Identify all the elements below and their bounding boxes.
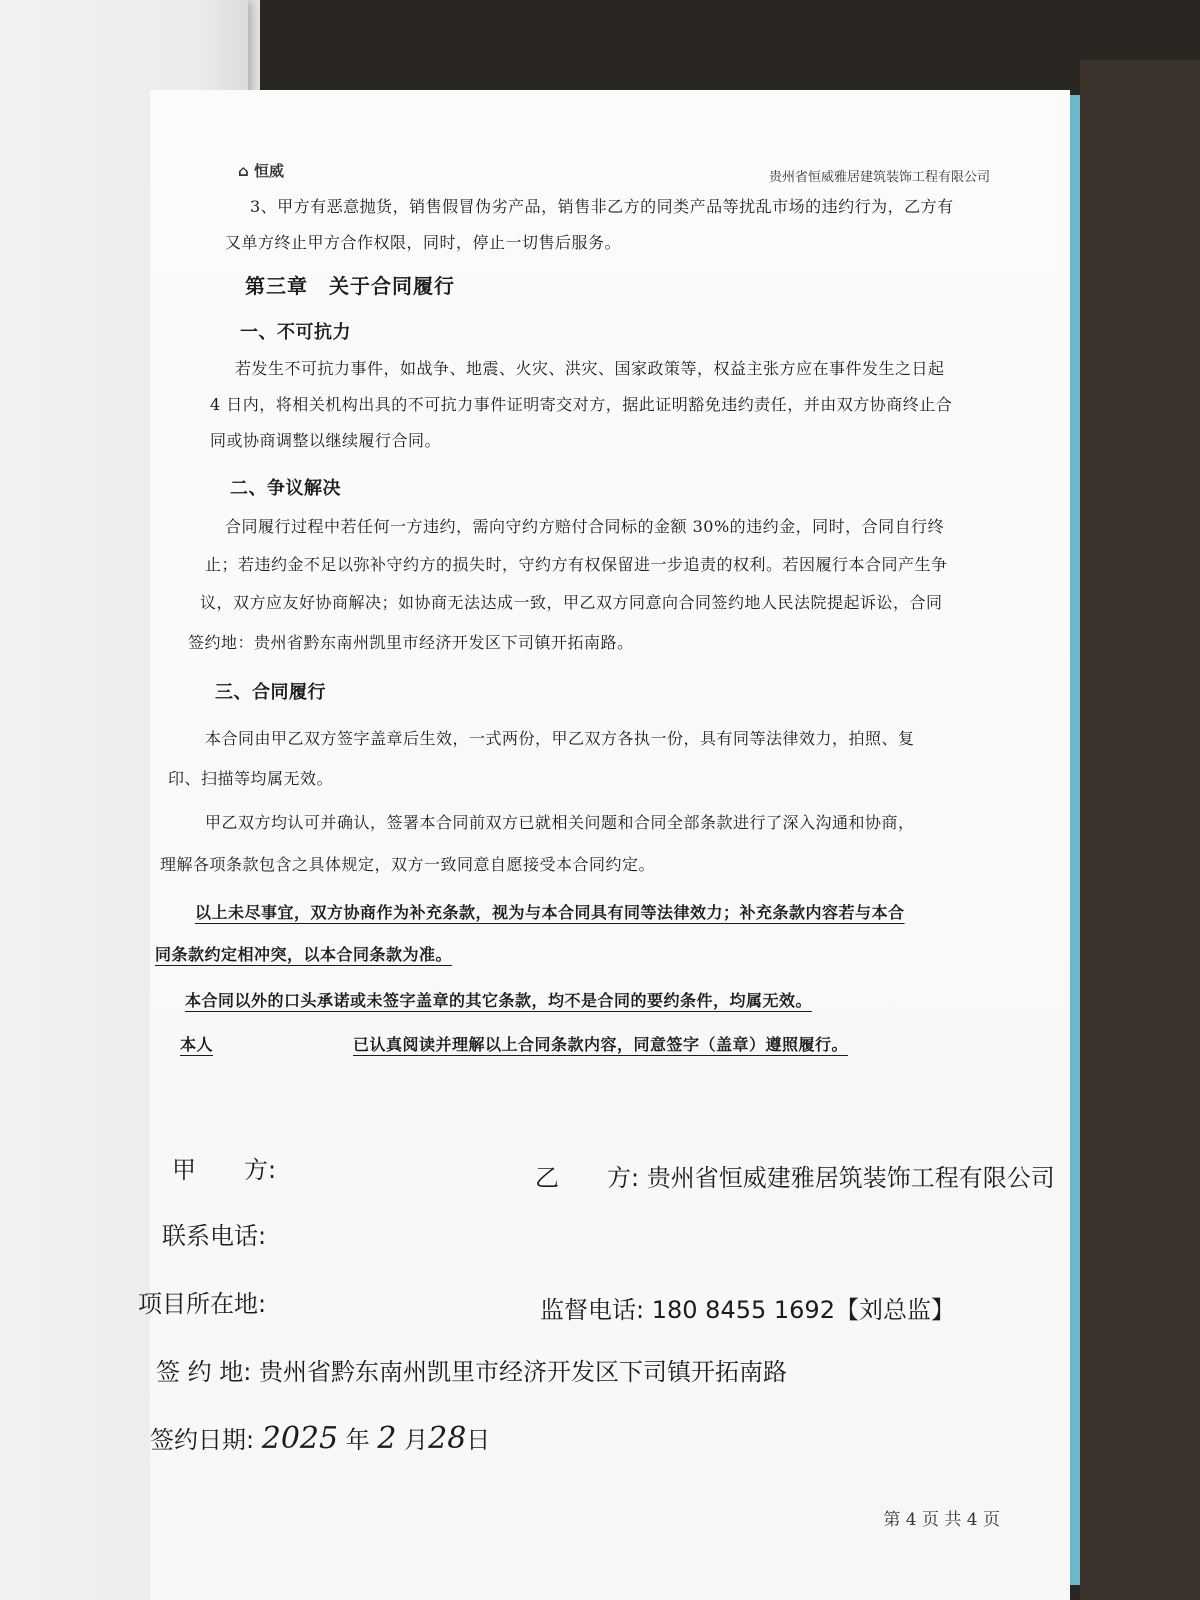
sign-place-line	[156, 1352, 787, 1387]
home-icon: ⌂	[238, 162, 249, 180]
section-title: 一、不可抗力	[240, 322, 351, 343]
sign-date-line	[150, 1420, 490, 1456]
party-b-line	[535, 1158, 1055, 1193]
party-a-label: 甲 方:	[172, 1156, 277, 1184]
section-title: 二、争议解决	[230, 478, 341, 499]
sign-date-label: 签约日期:	[150, 1426, 255, 1454]
paragraph-line: 理解各项条款包含之具体规定，双方一致同意自愿接受本合同约定。	[160, 855, 656, 874]
paragraph-line: 又单方终止甲方合作权限，同时，停止一切售后服务。	[225, 233, 622, 252]
acknowledgement-clause	[180, 1032, 848, 1055]
handwritten-year: 2025	[261, 1421, 339, 1456]
underlined-clause: 以上未尽事宜，双方协商作为补充条款，视为与本合同具有同等法律效力；补充条款内容若与本合	[195, 903, 905, 922]
location-label: 项目所在地:	[138, 1290, 267, 1318]
sign-place-label: 签 约 地:	[156, 1358, 252, 1386]
paragraph-line: 4 日内，将相关机构出具的不可抗力事件证明寄交对方，据此证明豁免违约责任，并由双方协商终止合	[210, 395, 953, 414]
paragraph-line: 议，双方应友好协商解决；如协商无法达成一致，甲乙双方同意向合同签约地人民法院提起诉讼，合同	[200, 593, 943, 612]
handwritten-day: 28	[428, 1421, 467, 1456]
paragraph-line: 签约地：贵州省黔东南州凯里市经济开发区下司镇开拓南路。	[188, 633, 634, 652]
paragraph-line: 同或协商调整以继续履行合同。	[210, 431, 442, 450]
year-unit: 年	[345, 1426, 370, 1454]
company-logo	[238, 160, 284, 181]
phone-label: 联系电话:	[162, 1222, 267, 1250]
acknowledgement-subject: 本人	[180, 1035, 214, 1054]
supervisor-label: 监督电话:	[540, 1296, 645, 1324]
page-number: 第 4 页 共 4 页	[883, 1510, 1000, 1530]
supervisor-value: 180 8455 1692【刘总监】	[651, 1296, 955, 1324]
month-unit: 月	[404, 1426, 429, 1454]
paragraph-line: 印、扫描等均属无效。	[168, 769, 334, 788]
day-unit: 日	[466, 1426, 491, 1454]
logo-text: 恒威	[253, 162, 284, 180]
underlined-clause: 本合同以外的口头承诺或未签字盖章的其它条款，均不是合同的要约条件，均属无效。	[185, 991, 813, 1010]
desk-background-right	[1080, 60, 1200, 1600]
party-b-value: 贵州省恒威建雅居筑装饰工程有限公司	[646, 1164, 1055, 1192]
paragraph-line: 止；若违约金不足以弥补守约方的损失时，守约方有权保留进一步追责的权利。若因履行本合同产生争	[205, 555, 948, 574]
paragraph-line: 3、甲方有恶意抛货，销售假冒伪劣产品，销售非乙方的同类产品等扰乱市场的违约行为，乙方有	[250, 197, 954, 216]
paragraph-line: 若发生不可抗力事件，如战争、地震、火灾、洪灾、国家政策等，权益主张方应在事件发生之日起	[235, 359, 945, 378]
paragraph-line: 甲乙双方均认可并确认，签署本合同前双方已就相关问题和合同全部条款进行了深入沟通和协商，	[205, 813, 915, 832]
paragraph-line: 合同履行过程中若任何一方违约，需向守约方赔付合同标的金额 30%的违约金，同时，合同自行终	[225, 517, 945, 536]
chapter-title: 第三章 关于合同履行	[245, 274, 455, 298]
sign-place-value: 贵州省黔东南州凯里市经济开发区下司镇开拓南路	[258, 1358, 787, 1386]
header-company: 贵州省恒威雅居建筑装饰工程有限公司	[768, 170, 990, 185]
paragraph-line: 本合同由甲乙双方签字盖章后生效，一式两份，甲乙双方各执一份，具有同等法律效力，拍照、复	[205, 729, 915, 748]
handwritten-month: 2	[377, 1421, 397, 1456]
party-b-label: 乙 方:	[535, 1164, 640, 1192]
contract-page	[138, 90, 1070, 1600]
section-title: 三、合同履行	[215, 682, 326, 703]
underlined-clause: 同条款约定相冲突，以本合同条款为准。	[155, 945, 453, 964]
acknowledgement-text: 已认真阅读并理解以上合同条款内容，同意签字（盖章）遵照履行。	[353, 1035, 849, 1054]
supervisor-line	[540, 1290, 955, 1325]
